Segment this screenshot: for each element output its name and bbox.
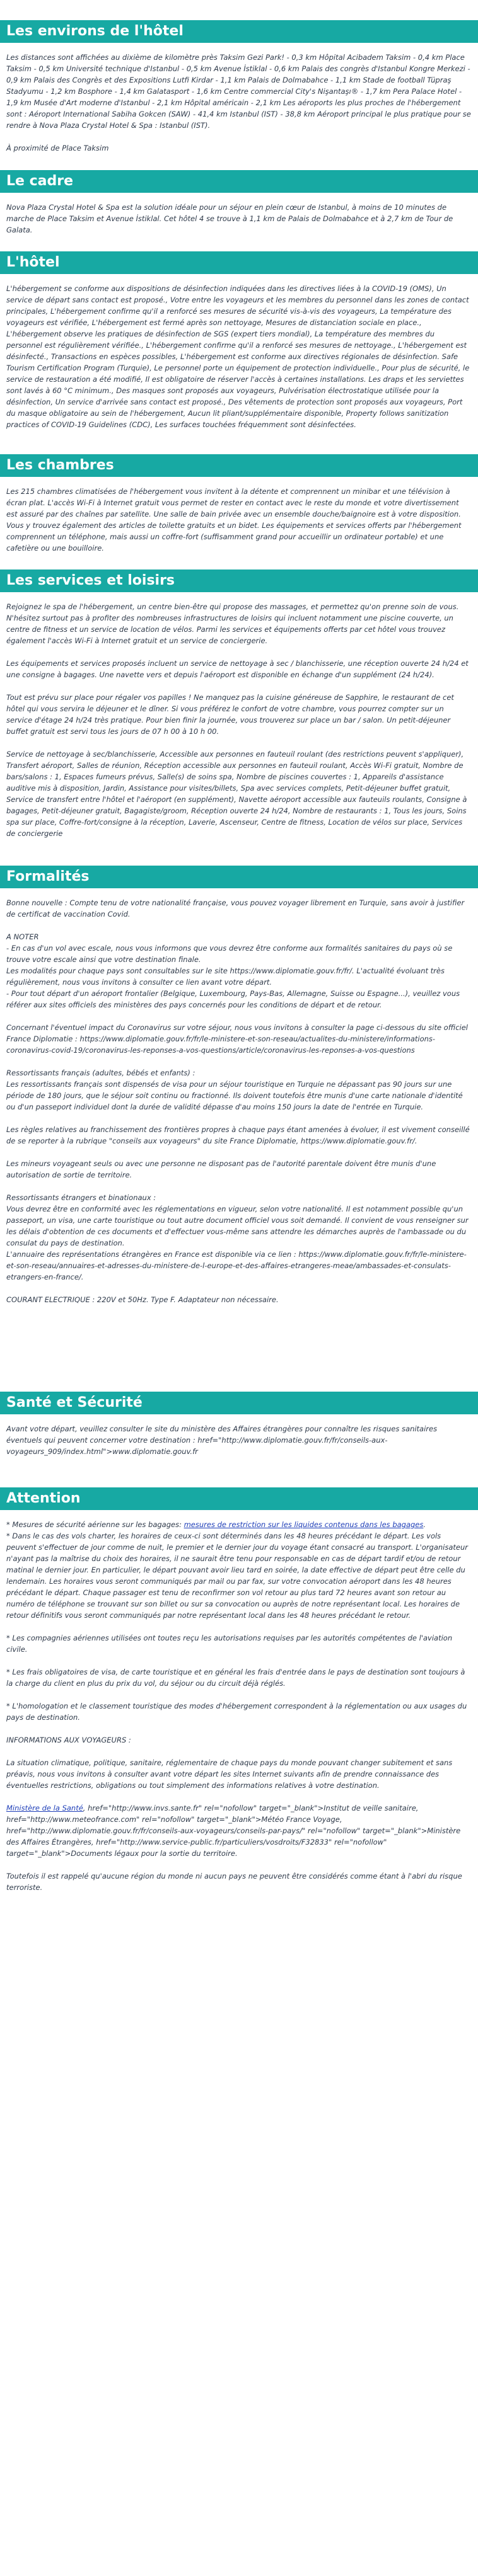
formalites-coronavirus: Concernant l'éventuel impact du Coronavirus sur votre séjour, nous vous invitons à consulter la page ci-dessous du site officiel France Diplomatie : https://www.diplomatie.gouv.fr/fr/le-ministere-et-son-reseau/actualites-du-ministere/informations-coronavirus-covid-19/coronavirus-les-reponses-a-vos-questions/article/coronavirus-les-reponses-a-vos-questions bbox=[6, 1023, 468, 1055]
formalites-mineurs: Les mineurs voyageant seuls ou avec une personne ne disposant pas de l'autorité parentale doivent être munis d'une autorisation de sortie de territoire. bbox=[6, 1159, 436, 1179]
a-noter-heading: A NOTER bbox=[6, 932, 39, 941]
services-spa: Rejoignez le spa de l'hébergement, un centre bien-être qui propose des massages, et permettez qu'on prenne soin de vous. N'hésitez surtout pas à profiter des nombreuses infrastructures de loisirs qui incluent notamment une piscine couverte, un centre de fitness et un service de location de vélos. Parmi les services et équipements offerts par cet hôtel vous trouvez également l'accès Wi-Fi à Internet gratuit et un service de conciergerie. bbox=[6, 602, 459, 645]
hotel-covid-measures: L'hébergement se conforme aux dispositions de désinfection indiquées dans les directives liées à la COVID-19 (OMS), Un service de départ sans contact est proposé., Votre entre les voyageurs et les membres du personnel dans les zones de contact principales, L'hébergement confirme qu'il a renforcé ses mesures de sécurité vis-à-vis des voyageurs, La température des voyageurs est vérifiée, L'hébergement est fermé après son nettoyage, Mesures de distanciation sociale en place., L'hébergement observe les pratiques de désinfection de SGS (expert tiers mondial), La température des membres du personnel est régulièrement vérifiée., L'hébergement confirme qu'il a renforcé ses mesures de nettoyage., L'hébergement est désinfecté., Transactions en espèces possibles, L'hébergement est conforme aux directives régionales de désinfection. Safe Tourism Certification Program (Turquie), Le personnel porte un équipement de protection individuelle., Pour plus de sécurité, le service de restauration a été modifié, Il est obligatoire de réserver l'accès à certaines installations. Les draps et les serviettes sont lavés à 60 °C minimum., Des masques sont proposés aux voyageurs, Pulvérisation électrostatique utilisée pour la désinfection, Un service d'arrivée sans contact est proposé., Des vêtements de protection sont proposés aux voyageurs, Port du masque obligatoire au sein de l'hébergement, Aucun lit pliant/supplémentaire disponible, Property follows sanitization practices of COVID-19 Guidelines (CDC), Les surfaces touchées fréquemment sont désinfectées. bbox=[6, 284, 470, 429]
liquides-restriction-link[interactable]: mesures de restriction sur les liquides contenus dans les bagages bbox=[184, 1520, 424, 1529]
attention-homologation: * L'homologation et le classement touristique des modes d'hébergement correspondent à la réglementation ou aux usages du pays de destination. bbox=[6, 1702, 467, 1722]
attention-situation: La situation climatique, politique, sanitaire, réglementaire de chaque pays du monde pouvant changer subitement et sans préavis, nous vous invitons à consulter avant votre départ les sites Internet suivants afin de prendre connaissance des éventuelles restrictions, obligations ou tout simplement des informations relatives à votre destination. bbox=[6, 1758, 453, 1790]
section-title-sante: Santé et Sécurité bbox=[0, 1392, 478, 1414]
section-sante bbox=[0, 1392, 478, 1468]
attention-bagages-end: . bbox=[423, 1520, 426, 1529]
cadre-text: Nova Plaza Crystal Hotel & Spa est la solution idéale pour un séjour en plein cœur de Istanbul, à moins de 10 minutes de marche de Place Taksim et Avenue İstiklal. Cet hôtel 4 se trouve à 1,1 km de Palais de Dolmabahce et à 2,7 km de Tour de Galata. bbox=[6, 203, 453, 234]
attention-bagages bbox=[6, 1519, 472, 1621]
services-equipements: Les équipements et services proposés incluent un service de nettoyage à sec / blanchisserie, une réception ouverte 24 h/24 et une consigne à bagages. Une navette vers et depuis l'aéroport est disponible en échange d'un supplément (24 h/24). bbox=[6, 659, 469, 679]
etrangers-annuaire: L'annuaire des représentations étrangères en France est disponible via ce lien : https://www.diplomatie.gouv.fr/fr/le-ministere-et-son-reseau/annuaires-et-adresses-du-ministere-de-l-europe-et-des-affaires-etrangeres-meae/ambassades-et-consulats-etrangers-en-france/. bbox=[6, 1250, 467, 1281]
ministere-sante-link[interactable]: Ministère de la Santé bbox=[6, 1804, 83, 1812]
section-attention bbox=[0, 1487, 478, 1904]
section-formalites bbox=[0, 866, 478, 1317]
formalites-courant: COURANT ELECTRIQUE : 220V et 50Hz. Type F. Adaptateur non nécessaire. bbox=[6, 1295, 279, 1304]
environs-proximity: À proximité de Place Taksim bbox=[6, 144, 109, 152]
section-title-services: Les services et loisirs bbox=[0, 570, 478, 592]
formalites-bonne-nouvelle: Bonne nouvelle : Compte tenu de votre nationalité française, vous pouvez voyager librement en Turquie, sans avoir à justifier de certificat de vaccination Covid. bbox=[6, 898, 465, 919]
formalites-regles-frontieres: Les règles relatives au franchissement des frontières propres à chaque pays étant amenées à évoluer, il est vivement conseillé de se reporter à la rubrique "conseils aux voyageurs" du site France Diplomatie, https://www.diplomatie.gouv.fr/. bbox=[6, 1125, 470, 1145]
section-chambres bbox=[0, 454, 478, 565]
attention-frais: * Les frais obligatoires de visa, de carte touristique et en général les frais d'entrée dans le pays de destination sont toujours à la charge du client en plus du prix du vol, du séjour ou du circuit déjà réglés. bbox=[6, 1668, 465, 1688]
attention-liens-rest: , href="http://www.invs.sante.fr" rel="nofollow" target="_blank">Institut de veille sanitaire, href="http://www.meteofrance.com" rel="nofollow" target="_blank">Météo France Voyage, href="http://www.diplomatie.gouv.fr/fr/conseils-aux-voyageurs/conseils-par-pays/" rel="nofollow" target="_blank">Ministère des Affaires Étrangères, href="http://www.service-public.fr/particuliers/vosdroits/F32833" rel="nofollow" target="_blank">Documents légaux pour la sortie du territoire. bbox=[6, 1804, 461, 1858]
attention-charter: * Dans le cas des vols charter, les horaires de ceux-ci sont déterminés dans les 48 heures précédant le départ. Les vols peuvent s'effectuer de jour comme de nuit, le premier et le dernier jour du voyage étant consacré au transport. L'organisateur n'ayant pas la maîtrise du choix des horaires, il ne saurait être tenu pour responsable en cas de départ tardif et/ou de retour matinal le dernier jour. En particulier, le départ pouvant avoir lieu tard en soirée, la date effective de départ peut être celle du lendemain. Les horaires vous seront communiqués par mail ou par fax, sur votre convocation aéroport dans les 48 heures précédant le départ. Chaque passager est tenu de reconfirmer son vol retour au plus tard 72 heures avant son retour au numéro de téléphone se trouvant sur son billet ou sur sa convocation ou auprès de notre représentant local. Les horaires de retour définitifs vous seront communiqués par notre représentant local dans les 48 heures précédant le retour. bbox=[6, 1531, 468, 1620]
chambres-text: Les 215 chambres climatisées de l'hébergement vous invitent à la détente et comprennent un minibar et une télévision à écran plat. L'accès Wi-Fi à Internet gratuit vous permet de rester en contact avec le reste du monde et votre divertissement est assuré par des chaînes par satellite. Une salle de bain privée avec un ensemble douche/baignoire est à votre disposition. Vous y trouvez également des articles de toilette gratuits et un bidet. Les équipements et services offerts par l'hébergement comprennent un téléphone, mais aussi un coffre-fort (suffisamment grand pour accueillir un ordinateur portable) et une cafetière ou une bouilloire. bbox=[6, 487, 462, 552]
section-title-hotel: L'hôtel bbox=[0, 251, 478, 274]
services-list: Service de nettoyage à sec/blanchisserie, Accessible aux personnes en fauteuil roulant (des restrictions peuvent s'appliquer), Transfert aéroport, Salles de réunion, Réception accessible aux personnes en fauteuil roulant, Accès Wi-Fi gratuit, Nombre de bars/salons : 1, Espaces fumeurs prévus, Salle(s) de soins spa, Nombre de piscines couvertes : 1, Appareils d'assistance auditive mis à disposition, Jardin, Assistance pour visites/billets, Spa avec services complets, Petit-déjeuner buffet gratuit, Service de transfert entre l'hôtel et l'aéroport (en supplément), Navette aéroport accessible aux fauteuils roulants, Consigne à bagages, Petit-déjeuner gratuit, Bagagiste/groom, Réception ouverte 24 h/24, Nombre de restaurants : 1, Tous les jours, Soins spa sur place, Coffre-fort/consigne à la réception, Laverie, Ascenseur, Centre de fitness, Location de vélos sur place, Services de conciergerie bbox=[6, 750, 467, 838]
section-title-attention: Attention bbox=[0, 1487, 478, 1510]
services-restaurant: Tout est prévu sur place pour régaler vos papilles ! Ne manquez pas la cuisine généreuse de Sapphire, le restaurant de cet hôtel qui vous servira le déjeuner et le dîner. Si vous préférez le confort de votre chambre, vous pourrez compter sur un service d'étage 24 h/24 très pratique. Pour bien finir la journée, vous trouverez sur place un bar / salon. Un petit-déjeuner buffet gratuit est servi tous les jours de 07 h 00 à 10 h 00. bbox=[6, 693, 454, 736]
ressortissants-heading: Ressortissants français (adultes, bébés et enfants) : bbox=[6, 1068, 195, 1077]
a-noter-frontalier: - Pour tout départ d'un aéroport frontalier (Belgique, Luxembourg, Pays-Bas, Allemagne, Suisse ou Espagne...), veuillez vous référer aux sites officiels des ministères des pays concernés pour les conditions de départ et de retour. bbox=[6, 989, 460, 1009]
formalites-etrangers bbox=[6, 1192, 472, 1283]
formalites-a-noter bbox=[6, 931, 472, 1010]
environs-distances: Les distances sont affichées au dixième de kilomètre près Taksim Gezi Park! - 0,3 km Hôpital Acibadem Taksim - 0,4 km Place Taksim - 0,5 km Université technique d'Istanbul - 0,5 km Avenue İstiklal - 0,6 km Palais des congrès d'Istanbul Kongre Merkezi - 0,9 km Palais des Congrès et des Expositions Lutfi Kirdar - 1,1 km Palais de Dolmabahce - 1,1 km Stade de football Tüpraş Stadyumu - 1,2 km Bosphore - 1,4 km Galatasport - 1,6 km Centre commercial City's Nişantaşı® - 1,7 km Pera Palace Hotel - 1,9 km Musée d'Art moderne d'Istanbul - 2,1 km Hôpital américain - 2,1 km Les aéroports les plus proches de l'hébergement sont : Aéroport International Sabiha Gokcen (SAW) - 41,4 km Istanbul (IST) - 38,8 km Aéroport principal le plus pratique pour se rendre à Nova Plaza Crystal Hotel & Spa : Istanbul (IST). bbox=[6, 53, 471, 130]
section-services bbox=[0, 570, 478, 850]
section-cadre bbox=[0, 170, 478, 247]
section-title-environs: Les environs de l'hôtel bbox=[0, 20, 478, 43]
etrangers-text: Vous devrez être en conformité avec les réglementations en vigueur, selon votre nationalité. Il est notamment possible qu'un passeport, un visa, une carte touristique ou tout autre document officiel vous soit demandé. Il convient de vous renseigner sur les délais d'obtention de ces documents et d'effectuer vous-même sans attendre les démarches auprès de l'ambassade ou du consulat du pays de destination. bbox=[6, 1205, 469, 1247]
etrangers-heading: Ressortissants étrangers et binationaux : bbox=[6, 1193, 156, 1202]
attention-liens bbox=[6, 1802, 472, 1859]
a-noter-escale: - En cas d'un vol avec escale, nous vous informons que vous devrez être conforme aux formalités sanitaires du pays où se trouve votre escale ainsi que votre destination finale. bbox=[6, 944, 453, 964]
attention-bagages-label: * Mesures de sécurité aérienne sur les bagages: bbox=[6, 1520, 184, 1529]
a-noter-modalites: Les modalités pour chaque pays sont consultables sur le site https://www.diplomatie.gouv.fr/fr/. L'actualité évoluant très régulièrement, nous vous invitons à consulter ce lien avant votre départ. bbox=[6, 966, 445, 987]
section-environs bbox=[0, 20, 478, 165]
section-hotel bbox=[0, 251, 478, 442]
attention-terrorisme: Toutefois il est rappelé qu'aucune région du monde ni aucun pays ne peuvent être considérés comme étant à l'abri du risque terroriste. bbox=[6, 1872, 462, 1892]
attention-infos-heading: INFORMATIONS AUX VOYAGEURS : bbox=[6, 1736, 131, 1744]
attention-compagnies: * Les compagnies aériennes utilisées ont toutes reçu les autorisations requises par les autorités compétentes de l'aviation civile. bbox=[6, 1634, 453, 1654]
section-title-chambres: Les chambres bbox=[0, 454, 478, 477]
formalites-ressortissants-francais bbox=[6, 1067, 472, 1113]
sante-text: Avant votre départ, veuillez consulter le site du ministère des Affaires étrangères pour connaître les risques sanitaires éventuels qui peuvent concerner votre destination : href="http://www.diplomatie.gouv.fr/fr/conseils-aux-voyageurs_909/index.html">www.diplomatie.gouv.fr bbox=[6, 1424, 438, 1456]
section-title-cadre: Le cadre bbox=[0, 170, 478, 193]
ressortissants-text: Les ressortissants français sont dispensés de visa pour un séjour touristique en Turquie ne dépassant pas 90 jours sur une période de 180 jours, que le séjour soit continu ou fractionné. Ils doivent toutefois être munis d'une carte nationale d'identité ou d'un passeport individuel dont la durée de validité dépasse d'au moins 150 jours la date de l'entrée en Turquie. bbox=[6, 1080, 463, 1111]
section-title-formalites: Formalités bbox=[0, 866, 478, 888]
